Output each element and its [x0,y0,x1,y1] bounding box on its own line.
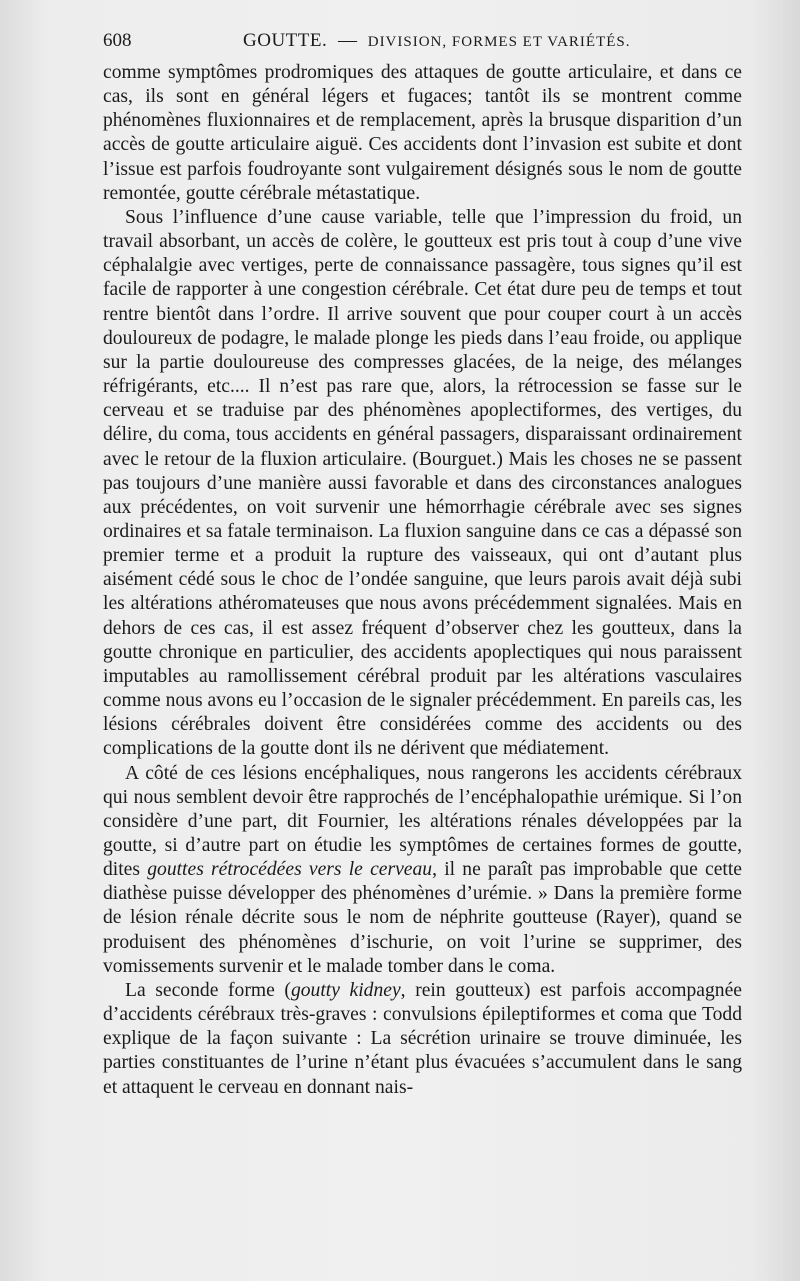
running-head-title: GOUTTE. [243,30,328,51]
paragraph [103,979,742,1100]
text-run: La seconde forme ( [125,979,291,1001]
text-run: , il ne paraît pas improbable que cette diathèse puisse développer des phénomènes d’urémie. » Dans la première forme de lésion rénale décrite sous le nom de néphrite goutteuse (Rayer), quand se produisent des phénomènes d’ischurie, on voit l’urine se supprimer, des vomissements survenir et le malade tomber dans le coma. [103,859,743,977]
running-head-separator: — [337,30,357,51]
page-header [103,30,742,54]
body-text [103,61,742,1100]
paragraph [103,762,742,979]
paragraph-continuation: comme symptômes prodromiques des attaques de goutte articulaire, et dans ce cas, ils sont en général légers et fugaces; tantôt ils se montrent comme phénomènes fluxionnaires et de remplacement, après la brusque disparition d’un accès de goutte articulaire aiguë. Ces accidents dont l’invasion est subite et dont l’issue est parfois foudroyante sont vulgairement désignés sous le nom de goutte remontée, goutte cérébrale métastatique. [103,62,742,204]
italic-term: goutty kidney [290,979,401,1001]
running-head [243,30,631,52]
text-run: A côté de ces lésions encéphaliques, nous rangerons les accidents cérébraux qui nous semblent devoir être rapprochés de l’encéphalopathie urémique. Si l’on considère d’une part, dit Fournier, les altérations rénales développées par la goutte, si d’autre part on étudie les symptômes de certaines formes de goutte, dites [103,762,742,881]
paragraph: Sous l’influence d’une cause variable, telle que l’impression du froid, un travail absorbant, un accès de colère, le goutteux est pris tout à coup d’une vive céphalalgie avec vertiges, perte de connaissance passagère, tous signes qu’il est facile de rapporter à une congestion cérébrale. Cet état dure peu de temps et tout rentre bientôt dans l’ordre. Il arrive souvent que pour couper court à un accès douloureux de podagre, le malade plonge les pieds dans l’eau froide, ou applique sur la partie douloureuse des compresses glacées, de la neige, des mélanges réfrigérants, etc.... Il n’est pas rare que, alors, la rétrocession se fasse sur le cerveau et se traduise par des phénomènes apoplectiformes, des vertiges, du délire, du coma, tous accidents en général passagers, disparaissant ordinairement avec le retour de la fluxion articulaire. (Bourguet.) Mais les choses ne se passent pas toujours d’une manière aussi favorable et dans des circonstances analogues aux précédentes, on voit survenir une hémorrhagie cérébrale avec ses signes ordinaires et sa fatale terminaison. La fluxion sanguine dans ce cas a dépassé son premier terme et a produit la rupture des vaisseaux, qui ont d’autant plus aisément cédé sous le choc de l’ondée sanguine, que leurs parois avait déjà subi les altérations athéromateuses que nous avons précédemment signalées. Mais en dehors de ces cas, il est assez fréquent d’observer chez les goutteux, dans la goutte chronique en particulier, des accidents apoplectiques qui nous paraissent imputables au ramollissement cérébral produit par les altérations vasculaires comme nous avons eu l’occasion de le signaler précédemment. En pareils cas, les lésions cérébrales doivent être considérées comme des accidents ou des complications de la goutte dont ils ne dérivent que médiatement. [103,206,742,760]
running-head-subtitle: DIVISION, FORMES ET VARIÉTÉS. [367,34,631,50]
page-number: 608 [103,30,132,51]
text-run: , rein goutteux) est parfois accompagnée d’accidents cérébraux très-graves : convulsions épileptiformes et coma que Todd explique de la façon suivante : La sécrétion urinaire se trouve diminuée, les parties constituantes de l’urine n’étant plus évacuées s’accumulent dans le sang et attaquent le cerveau en donnant nais- [103,979,742,1098]
italic-term: gouttes rétrocédées vers le cerveau [147,859,433,881]
